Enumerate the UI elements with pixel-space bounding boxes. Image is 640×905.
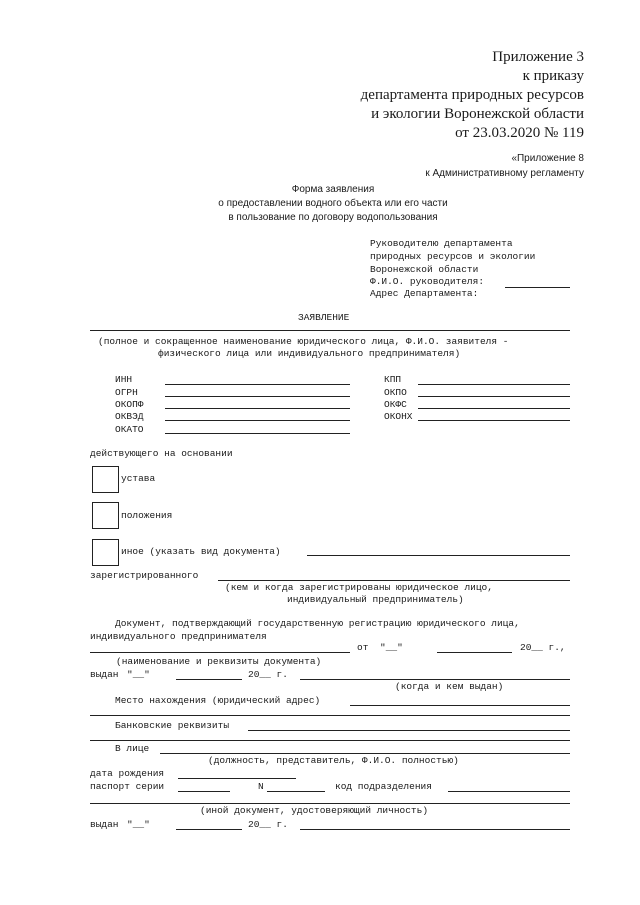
issued-hint: (когда и кем выдан) [395, 681, 504, 692]
code-label-okved: ОКВЭД [115, 411, 144, 422]
addressee-line4: Ф.И.О. руководителя: [370, 276, 485, 287]
issued-day-field[interactable]: "__" [127, 669, 150, 680]
division-code-field[interactable] [448, 791, 570, 792]
kpp-field[interactable] [418, 384, 570, 385]
inn-field[interactable] [165, 384, 350, 385]
issued-year-label: 20__ г. [248, 669, 288, 680]
birth-label: дата рождения [90, 768, 165, 779]
applicant-hint-line2: физического лица или индивидуального предпринимателя) [158, 348, 461, 359]
birth-date-field[interactable] [178, 778, 296, 779]
form-title-line1: Форма заявления [291, 184, 375, 195]
code-label-inn: ИНН [115, 374, 133, 385]
addressee-line5: Адрес Департамента: [370, 288, 479, 299]
other-doc-label: иное (указать вид документа) [121, 546, 281, 557]
applicant-name-field[interactable] [90, 330, 570, 331]
passport-number-field[interactable] [267, 791, 325, 792]
regulation-label: положения [121, 510, 173, 521]
issued2-day-field[interactable]: "__" [127, 819, 150, 830]
appendix-line1: «Приложение 8 [511, 153, 584, 164]
code-label-okonh: ОКОНХ [384, 411, 413, 422]
code-label-kpp: КПП [384, 374, 402, 385]
form-title-line3: в пользование по договору водопользования [228, 212, 438, 223]
addressee-line3: Воронежской области [370, 264, 479, 275]
okfs-field[interactable] [418, 408, 570, 409]
issued2-label: выдан [90, 819, 119, 830]
code-label-okfs: ОКФС [384, 399, 407, 410]
order-header-line5: от 23.03.2020 № 119 [455, 125, 584, 141]
basis-label: действующего на основании [90, 448, 233, 459]
other-doc-type-field[interactable] [307, 555, 570, 556]
okopf-field[interactable] [165, 408, 350, 409]
doc-year-label: 20__ г., [520, 642, 566, 653]
issued2-month-field[interactable] [176, 829, 242, 830]
code-label-okato: ОКАТО [115, 424, 144, 435]
division-code-label: код подразделения [335, 781, 432, 792]
addressee-line1: Руководителю департамента [370, 238, 513, 249]
registered-label: зарегистрированного [90, 570, 199, 581]
location-field-2[interactable] [90, 715, 570, 716]
order-header-line2: к приказу [522, 68, 584, 84]
okpo-field[interactable] [418, 396, 570, 397]
applicant-hint-line1: (полное и сокращенное наименование юридического лица, Ф.И.О. заявителя - [98, 336, 509, 347]
bank-field[interactable] [248, 730, 570, 731]
other-id-doc-field[interactable] [90, 803, 570, 804]
regulation-checkbox[interactable] [92, 502, 119, 529]
order-header-line1: Приложение 3 [492, 49, 584, 65]
addressee-line2: природных ресурсов и экологии [370, 251, 536, 262]
doc-name-field[interactable] [90, 652, 350, 653]
charter-label: устава [121, 473, 156, 484]
passport-series-field[interactable] [178, 791, 230, 792]
issued-label: выдан [90, 669, 119, 680]
appendix-line2: к Административному регламенту [425, 168, 584, 179]
doc-from-label: от [357, 642, 369, 653]
code-label-ogrn: ОГРН [115, 387, 138, 398]
doc-month-field[interactable] [437, 652, 512, 653]
code-label-okpo: ОКПО [384, 387, 407, 398]
issued2-year-label: 20__ г. [248, 819, 288, 830]
okved-field[interactable] [165, 420, 350, 421]
statement-title: ЗАЯВЛЕНИЕ [298, 312, 350, 323]
issued-by-field[interactable] [300, 679, 570, 680]
head-name-field[interactable] [505, 287, 570, 288]
okonh-field[interactable] [418, 420, 570, 421]
ogrn-field[interactable] [165, 396, 350, 397]
person-field[interactable] [160, 753, 570, 754]
order-header-line3: департамента природных ресурсов [360, 87, 584, 103]
bank-field-2[interactable] [90, 740, 570, 741]
order-header-line4: и экологии Воронежской области [371, 106, 584, 122]
doc-name-hint: (наименование и реквизиты документа) [116, 656, 322, 667]
other-doc-checkbox[interactable] [92, 539, 119, 566]
issued2-by-field[interactable] [300, 829, 570, 830]
document-text-line1: Документ, подтверждающий государственную регистрацию юридического лица, [115, 618, 520, 629]
person-label: В лице [115, 743, 150, 754]
document-text-line2: индивидуального предпринимателя [90, 631, 267, 642]
location-field[interactable] [350, 705, 570, 706]
charter-checkbox[interactable] [92, 466, 119, 493]
okato-field[interactable] [165, 433, 350, 434]
passport-number-label: N [258, 781, 264, 792]
issued-month-field[interactable] [176, 679, 242, 680]
registered-hint-line1: (кем и когда зарегистрированы юридическое лицо, [225, 582, 493, 593]
other-id-doc-hint: (иной документ, удостоверяющий личность) [200, 805, 429, 816]
form-title-line2: о предоставлении водного объекта или его части [218, 198, 448, 209]
doc-day-field[interactable]: "__" [380, 642, 403, 653]
code-label-okopf: ОКОПФ [115, 399, 144, 410]
registered-field[interactable] [218, 580, 570, 581]
person-hint: (должность, представитель, Ф.И.О. полностью) [208, 755, 459, 766]
location-label: Место нахождения (юридический адрес) [115, 695, 321, 706]
passport-series-label: паспорт серии [90, 781, 165, 792]
registered-hint-line2: индивидуальный предприниматель) [287, 594, 464, 605]
bank-label: Банковские реквизиты [115, 720, 230, 731]
